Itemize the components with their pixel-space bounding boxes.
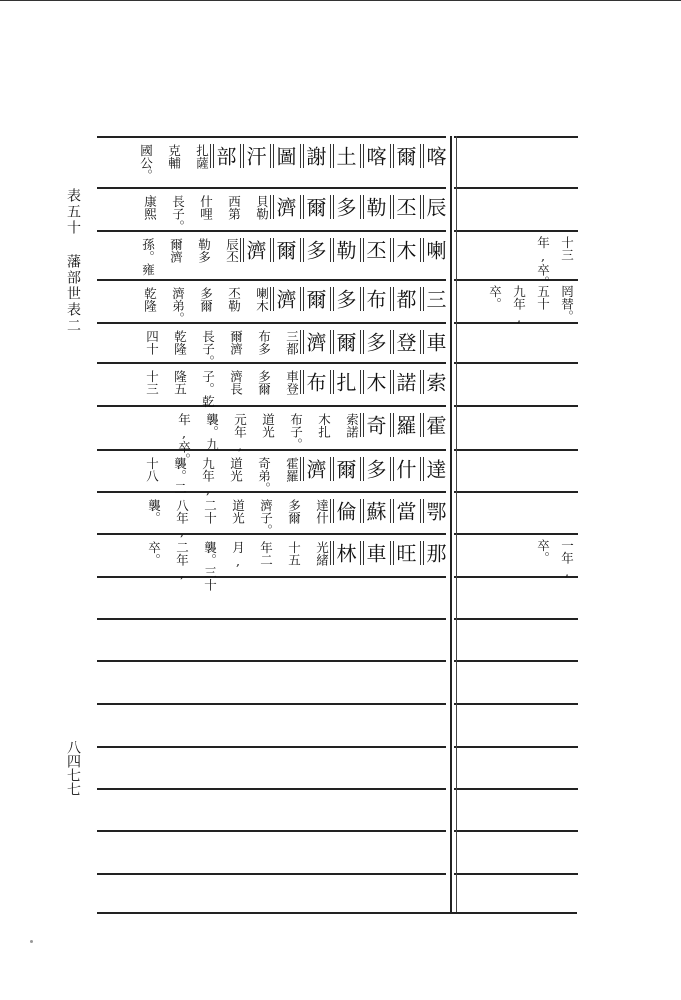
note-column: 康熙 <box>142 195 158 220</box>
note-column: 丕勒 <box>226 287 242 312</box>
name-char-bar <box>333 370 334 394</box>
name-char-bar <box>303 287 304 311</box>
name-char: 登 <box>393 332 417 352</box>
name-char: 木 <box>393 240 417 260</box>
note-column: 多爾 <box>286 499 302 524</box>
row-rule-right <box>454 703 578 705</box>
note-column: 乾隆 <box>142 287 158 312</box>
page-number: 八四七七 <box>65 740 81 796</box>
name-char-bar <box>243 144 244 168</box>
top-border <box>0 0 681 1</box>
name-char: 濟 <box>303 459 327 479</box>
name-char: 霍 <box>423 415 447 435</box>
name-char: 林 <box>333 543 357 563</box>
name-char-bar <box>423 144 424 168</box>
right-note: 九年, <box>511 285 527 325</box>
note-column: 孫。雍 <box>140 238 156 276</box>
note-column: 濟弟。 <box>170 287 186 325</box>
name-char: 木 <box>363 372 387 392</box>
row-rule-left <box>97 618 446 620</box>
note-column: 道光 <box>228 457 244 482</box>
note-column: 乾隆 <box>172 330 188 355</box>
name-char-bar <box>423 457 424 481</box>
row-rule-right <box>454 491 578 493</box>
right-note: 十三 <box>559 236 575 261</box>
row-rule-right <box>454 279 578 281</box>
name-char-bar <box>393 499 394 523</box>
name-char: 爾 <box>333 459 357 479</box>
note-column: 襲。 <box>146 499 162 524</box>
name-char-bar <box>393 330 394 354</box>
row-rule-left <box>97 491 446 493</box>
row-rule-right <box>454 788 578 790</box>
name-char-bar <box>303 238 304 262</box>
name-char-bar <box>303 195 304 219</box>
name-char-bar <box>423 195 424 219</box>
right-note: 罔替。 <box>559 285 575 323</box>
note-column: 子。乾 <box>200 370 216 408</box>
name-char: 多 <box>303 240 327 260</box>
note-column: 達什 <box>314 499 330 524</box>
name-char-bar <box>363 330 364 354</box>
name-char: 濟 <box>273 289 297 309</box>
note-column: 喇木 <box>254 287 270 312</box>
name-char: 都 <box>393 289 417 309</box>
row-rule-left <box>97 746 446 748</box>
name-char-bar <box>393 370 394 394</box>
row-rule-right <box>454 660 578 662</box>
name-char-bar <box>213 144 214 168</box>
right-note: 卒。 <box>487 285 503 310</box>
name-char-bar <box>423 413 424 437</box>
name-char: 部 <box>213 146 237 166</box>
name-char: 勒 <box>333 240 357 260</box>
note-column: 二年, <box>174 541 190 581</box>
note-column: 十三 <box>144 370 160 395</box>
name-char: 多 <box>333 289 357 309</box>
row-rule-left <box>97 449 446 451</box>
note-column: 三都 <box>284 330 300 355</box>
name-char: 車 <box>423 332 447 352</box>
name-char-bar <box>333 144 334 168</box>
name-char: 蘇 <box>363 501 387 521</box>
name-char: 辰 <box>423 197 447 217</box>
note-column: 布多 <box>256 330 272 355</box>
note-column: 十八 <box>144 457 160 482</box>
name-char-bar <box>243 238 244 262</box>
note-column: 道光 <box>260 413 276 438</box>
name-char: 那 <box>423 543 447 563</box>
note-column: 卒。 <box>146 541 162 566</box>
note-column: 八年, <box>174 499 190 539</box>
row-rule-left <box>97 279 446 281</box>
row-rule-right <box>454 187 578 189</box>
note-column: 四十 <box>144 330 160 355</box>
column-divider <box>450 136 452 912</box>
row-rule-right <box>454 405 578 407</box>
name-char-bar <box>363 287 364 311</box>
name-char: 濟 <box>273 197 297 217</box>
note-column: 襲。二 <box>172 457 188 495</box>
name-char: 勒 <box>363 197 387 217</box>
name-char: 爾 <box>333 332 357 352</box>
name-char: 多 <box>363 459 387 479</box>
row-rule-right <box>454 618 578 620</box>
name-char: 倫 <box>333 501 357 521</box>
name-char-bar <box>363 457 364 481</box>
name-char: 奇 <box>363 415 387 435</box>
note-column: 月, <box>230 541 246 569</box>
name-char: 爾 <box>393 146 417 166</box>
name-char: 爾 <box>303 197 327 217</box>
row-rule-left <box>97 230 446 232</box>
column-divider-inner <box>456 136 457 912</box>
name-char: 布 <box>363 289 387 309</box>
note-column: 十五 <box>286 541 302 566</box>
name-char: 當 <box>393 501 417 521</box>
name-char: 諾 <box>393 372 417 392</box>
name-char-bar <box>393 195 394 219</box>
name-char: 圖 <box>273 146 297 166</box>
name-char-bar <box>423 541 424 565</box>
name-char: 鄂 <box>423 501 447 521</box>
name-char: 索 <box>423 372 447 392</box>
name-char-bar <box>303 144 304 168</box>
name-char: 丕 <box>363 240 387 260</box>
name-char-bar <box>273 195 274 219</box>
note-column: 隆五 <box>172 370 188 395</box>
note-column: 木扎 <box>316 413 332 438</box>
note-column: 扎薩 <box>194 144 210 169</box>
note-column: 勒多 <box>196 238 212 263</box>
name-char: 喀 <box>363 146 387 166</box>
note-column: 貝勒 <box>254 195 270 220</box>
row-rule-left <box>97 136 446 138</box>
row-rule-left <box>97 873 446 875</box>
name-char: 濟 <box>243 240 267 260</box>
bottom-rule <box>97 912 577 914</box>
name-char: 謝 <box>303 146 327 166</box>
name-char-bar <box>273 144 274 168</box>
name-char-bar <box>273 238 274 262</box>
right-note: 一年, <box>559 539 575 579</box>
row-rule-right <box>454 230 578 232</box>
note-column: 國公。 <box>138 144 154 182</box>
note-column: 光緒 <box>314 541 330 566</box>
scan-speck <box>30 940 33 943</box>
note-column: 西第 <box>226 195 242 220</box>
note-column: 襲。九 <box>204 413 220 451</box>
name-char-bar <box>393 541 394 565</box>
row-rule-left <box>97 788 446 790</box>
name-char: 三 <box>423 289 447 309</box>
name-char: 喀 <box>423 146 447 166</box>
name-char-bar <box>363 370 364 394</box>
name-char-bar <box>273 287 274 311</box>
note-column: 濟子。 <box>258 499 274 537</box>
name-char-bar <box>423 499 424 523</box>
name-char-bar <box>363 238 364 262</box>
right-note: 卒。 <box>535 539 551 564</box>
note-column: 爾濟 <box>228 330 244 355</box>
note-column: 長子。 <box>170 195 186 233</box>
name-char-bar <box>333 195 334 219</box>
note-column: 布子。 <box>288 413 304 451</box>
name-char: 羅 <box>393 415 417 435</box>
name-char-bar <box>333 287 334 311</box>
note-column: 年,卒。 <box>176 413 192 466</box>
note-column: 九年, <box>200 457 216 497</box>
note-column: 奇弟。 <box>256 457 272 495</box>
name-char: 土 <box>333 146 357 166</box>
row-rule-left <box>97 187 446 189</box>
note-column: 元年, <box>232 413 248 453</box>
row-rule-left <box>97 322 446 324</box>
name-char-bar <box>393 457 394 481</box>
row-rule-left <box>97 362 446 364</box>
note-column: 多爾 <box>198 287 214 312</box>
row-rule-left <box>97 405 446 407</box>
name-char-bar <box>393 144 394 168</box>
name-char-bar <box>333 499 334 523</box>
name-char: 布 <box>303 372 327 392</box>
note-column: 索諾 <box>344 413 360 438</box>
name-char: 多 <box>333 197 357 217</box>
name-char-bar <box>423 238 424 262</box>
row-rule-left <box>97 830 446 832</box>
row-rule-right <box>454 136 578 138</box>
right-note: 五十 <box>535 285 551 310</box>
note-column: 多爾 <box>256 370 272 395</box>
row-rule-right <box>454 449 578 451</box>
name-char-bar <box>363 541 364 565</box>
row-rule-right <box>454 746 578 748</box>
row-rule-left <box>97 576 446 578</box>
name-char-bar <box>333 541 334 565</box>
note-column: 爾濟 <box>168 238 184 263</box>
name-char-bar <box>363 195 364 219</box>
note-column: 車登 <box>284 370 300 395</box>
note-column: 辰丕 <box>224 238 240 263</box>
note-column: 襲。三十 <box>202 541 218 591</box>
name-char: 濟 <box>303 332 327 352</box>
name-char: 扎 <box>333 372 357 392</box>
name-char: 爾 <box>273 240 297 260</box>
name-char-bar <box>333 457 334 481</box>
name-char-bar <box>423 370 424 394</box>
note-column: 道光 <box>230 499 246 524</box>
name-char-bar <box>423 287 424 311</box>
note-column: 二十 <box>202 499 218 524</box>
name-char-bar <box>303 457 304 481</box>
name-char: 爾 <box>303 289 327 309</box>
name-char-bar <box>333 238 334 262</box>
name-char: 丕 <box>393 197 417 217</box>
name-char-bar <box>423 330 424 354</box>
name-char: 達 <box>423 459 447 479</box>
name-char-bar <box>363 499 364 523</box>
right-note: 年,卒。 <box>535 236 551 289</box>
name-char: 多 <box>363 332 387 352</box>
name-char: 什 <box>393 459 417 479</box>
row-rule-left <box>97 703 446 705</box>
name-char-bar <box>393 287 394 311</box>
note-column: 霍羅 <box>284 457 300 482</box>
note-column: 長子。 <box>200 330 216 368</box>
note-column: 什哩 <box>198 195 214 220</box>
row-rule-right <box>454 830 578 832</box>
note-column: 克輔 <box>166 144 182 169</box>
name-char-bar <box>363 413 364 437</box>
name-char: 旺 <box>393 543 417 563</box>
margin-title: 表五十 藩部世表二 <box>65 188 81 334</box>
name-char: 車 <box>363 543 387 563</box>
row-rule-right <box>454 873 578 875</box>
row-rule-right <box>454 533 578 535</box>
name-char: 喇 <box>423 240 447 260</box>
name-char-bar <box>363 144 364 168</box>
note-column: 年二 <box>258 541 274 566</box>
name-char-bar <box>303 330 304 354</box>
note-column: 濟長 <box>228 370 244 395</box>
row-rule-right <box>454 362 578 364</box>
row-rule-left <box>97 660 446 662</box>
name-char-bar <box>393 238 394 262</box>
name-char-bar <box>303 370 304 394</box>
name-char-bar <box>333 330 334 354</box>
name-char: 汗 <box>243 146 267 166</box>
name-char-bar <box>393 413 394 437</box>
